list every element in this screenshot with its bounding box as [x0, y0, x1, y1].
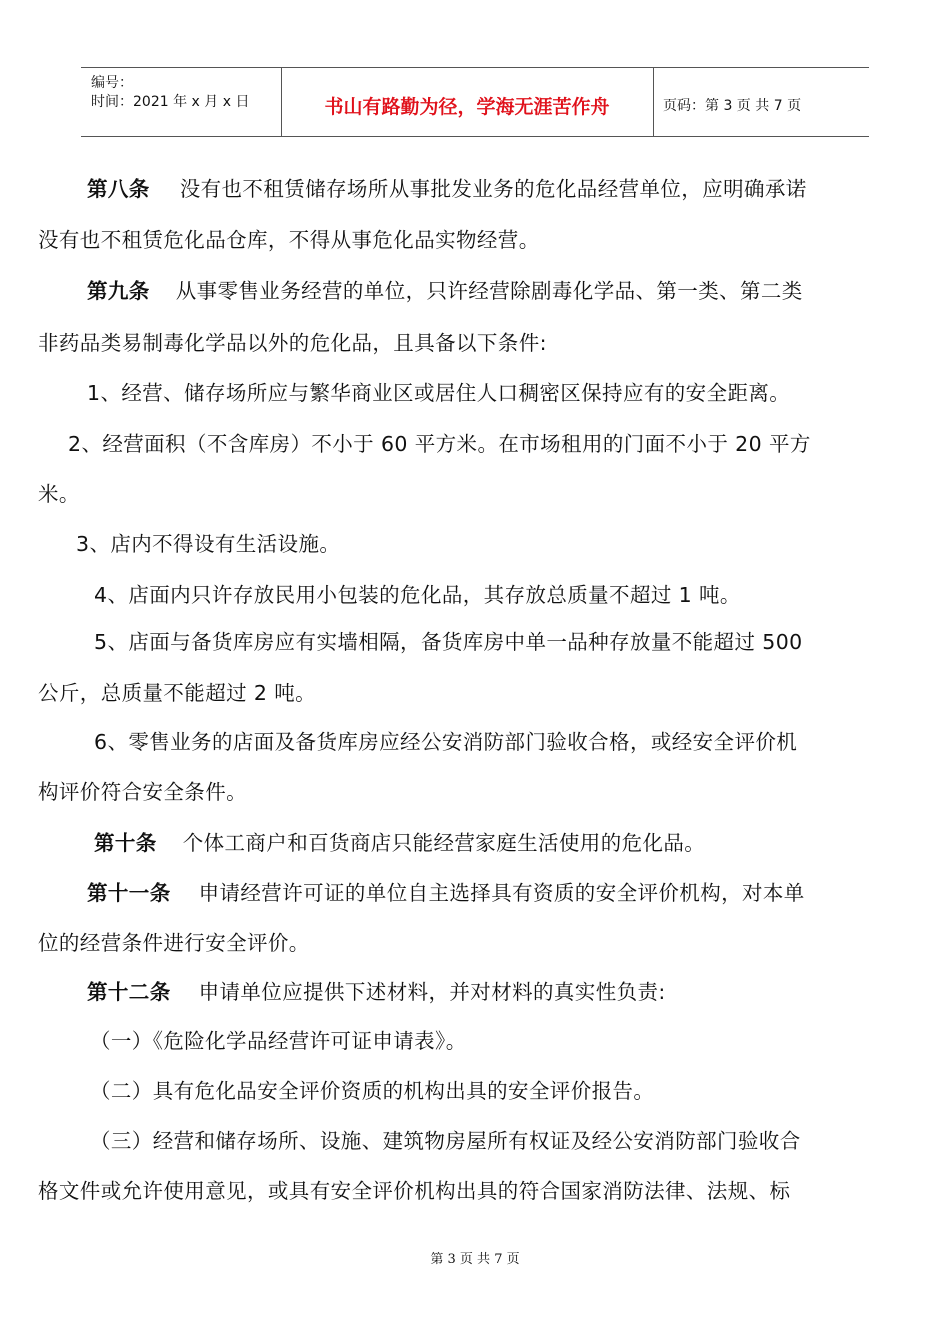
article-11-title: 第十一条: [87, 881, 171, 905]
material-3-line-2: 格文件或允许使用意见，或具有安全评价机构出具的符合国家消防法律、法规、标: [38, 1179, 791, 1203]
material-3-line-1: （三）经营和储存场所、设施、建筑物房屋所有权证及经公安消防部门验收合: [90, 1129, 801, 1153]
article-10-line-1: [94, 826, 705, 856]
condition-5-line-2: 公斤，总质量不能超过 2 吨。: [38, 681, 317, 705]
article-8-line-2: 没有也不租赁危化品仓库，不得从事危化品实物经营。: [38, 228, 540, 252]
condition-3: 3、店内不得设有生活设施。: [76, 532, 341, 556]
condition-2-line-2: 米。: [38, 482, 80, 506]
condition-5-line-1: 5、店面与备货库房应有实墙相隔，备货库房中单一品种存放量不能超过 500: [94, 630, 803, 654]
material-2: （二）具有危化品安全评价资质的机构出具的安全评价报告。: [90, 1079, 655, 1103]
article-10-title: 第十条: [94, 831, 157, 855]
header-motto-cell: [281, 68, 654, 136]
article-9-title: 第九条: [87, 279, 150, 303]
article-8-line-1: [87, 172, 807, 202]
header-meta-cell: [81, 68, 282, 136]
condition-6-line-1: 6、零售业务的店面及备货库房应经公安消防部门验收合格，或经安全评价机: [94, 730, 798, 754]
article-9-line-2: 非药品类易制毒化学品以外的危化品，且具备以下条件:: [38, 331, 547, 355]
article-11-line-2: 位的经营条件进行安全评价。: [38, 931, 310, 955]
condition-6-line-2: 构评价符合安全条件。: [38, 780, 247, 804]
article-12-line-1: [87, 975, 666, 1005]
article-9-text-1: 从事零售业务经营的单位，只许经营除剧毒化学品、第一类、第二类: [175, 279, 803, 303]
header-motto: 书山有路勤为径，学海无涯苦作舟: [324, 96, 610, 118]
page-header: [81, 67, 869, 137]
article-11-line-1: [87, 876, 805, 906]
article-8-text-1: 没有也不租赁储存场所从事批发业务的危化品经营单位，应明确承诺: [179, 177, 807, 201]
article-12-text-1: 申请单位应提供下述材料，并对材料的真实性负责:: [198, 980, 666, 1004]
article-11-text-1: 申请经营许可证的单位自主选择具有资质的安全评价机构，对本单: [198, 881, 805, 905]
condition-1: 1、经营、储存场所应与繁华商业区或居住人口稠密区保持应有的安全距离。: [87, 381, 791, 405]
article-12-title: 第十二条: [87, 980, 171, 1004]
condition-4: 4、店面内只许存放民用小包装的危化品，其存放总质量不超过 1 吨。: [94, 583, 741, 607]
condition-2-line-1: 2、经营面积（不含库房）不小于 60 平方米。在市场租用的门面不小于 20 平方: [68, 432, 811, 456]
article-10-text-1: 个体工商户和百货商店只能经营家庭生活使用的危化品。: [182, 831, 706, 855]
page-footer: 第 3 页 共 7 页: [430, 1252, 520, 1267]
header-page-cell: [653, 68, 869, 136]
article-8-title: 第八条: [87, 177, 150, 201]
article-9-line-1: [87, 274, 803, 304]
header-page-info: 页码：第 3 页 共 7 页: [663, 98, 802, 114]
document-date: 时间：2021 年 x 月 x 日: [91, 94, 250, 110]
document-number-label: 编号：: [91, 75, 133, 91]
material-1: （一）《危险化学品经营许可证申请表》。: [90, 1029, 467, 1053]
